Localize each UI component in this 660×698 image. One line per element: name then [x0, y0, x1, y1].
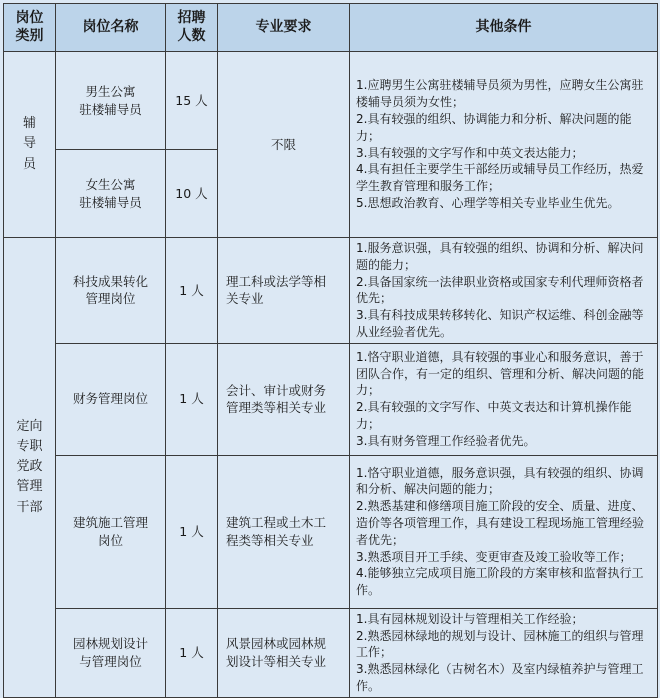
major-counselor: 不限	[218, 52, 350, 238]
position-name-line: 岗位	[97, 532, 123, 548]
header-major: 专业要求	[218, 4, 350, 52]
condition-item: 2.熟悉园林绿地的规划与设计、园林施工的组织与管理工作；	[356, 628, 644, 660]
group-char: 员	[22, 156, 36, 172]
count-female: 10 人	[166, 150, 218, 238]
header-category	[4, 4, 56, 52]
conditions-construction	[350, 455, 658, 608]
condition-item: 3.熟悉项目开工手续、变更审查及竣工验收等工作；	[356, 549, 632, 564]
position-name-line: 科技成果转化	[72, 273, 148, 289]
position-name-landscape	[56, 608, 166, 697]
header-other: 其他条件	[350, 4, 658, 52]
count-landscape: 1 人	[166, 608, 218, 697]
major-line: 会计、审计或财务	[226, 382, 327, 398]
group-char: 辅	[22, 116, 36, 132]
group-char: 导	[22, 136, 36, 152]
conditions-tech	[350, 238, 658, 344]
conditions-finance	[350, 343, 658, 455]
table-row	[4, 343, 658, 455]
major-construction	[218, 455, 350, 608]
table-row	[4, 608, 658, 697]
position-name-finance: 财务管理岗位	[56, 343, 166, 455]
group-char: 专职	[16, 439, 43, 455]
condition-item: 3.熟悉园林绿化（古树名木）及室内绿植养护与管理工作。	[356, 662, 644, 693]
position-name-line: 女生公寓	[85, 176, 136, 192]
header-category-line: 类别	[15, 27, 44, 44]
condition-item: 3.具有较强的文字写作和中英文表达能力；	[356, 145, 584, 160]
position-name-line: 与管理岗位	[79, 653, 142, 669]
position-name-female	[56, 150, 166, 238]
position-name-tech	[56, 238, 166, 344]
major-line: 理工科或法学等相	[226, 273, 327, 289]
condition-item: 1.服务意识强，具有较强的组织、协调和分析、解决问题的能力；	[356, 241, 644, 272]
position-name-line: 驻楼辅导员	[79, 101, 142, 117]
conditions-landscape	[350, 608, 658, 697]
condition-item: 1.恪守职业道德，服务意识强，具有较强的组织、协调和分析、解决问题的能力；	[356, 465, 644, 497]
header-category-line: 岗位	[15, 10, 44, 26]
group-char: 党政	[16, 459, 43, 475]
major-line: 建筑工程或土木工	[226, 515, 327, 531]
condition-item: 3.具有科技成果转移转化、知识产权运维、科创金融等从业经验者优先。	[356, 308, 644, 339]
table-row	[4, 52, 658, 150]
conditions-counselor	[350, 52, 658, 238]
group-char: 干部	[16, 499, 43, 515]
condition-item: 4.能够独立完成项目施工阶段的方案审核和监督执行工作。	[356, 566, 644, 598]
condition-item: 2.具有较强的组织、协调能力和分析、解决问题的能力；	[356, 111, 632, 143]
position-name-line: 驻楼辅导员	[79, 194, 142, 210]
header-name: 岗位名称	[56, 4, 166, 52]
position-name-male	[56, 52, 166, 150]
group-admin	[4, 238, 56, 698]
table-row	[4, 455, 658, 608]
major-line: 划设计等相关专业	[226, 653, 327, 669]
count-finance: 1 人	[166, 343, 218, 455]
header-count-line: 人数	[177, 27, 206, 44]
position-name-line: 园林规划设计	[72, 636, 148, 652]
group-char: 管理	[16, 479, 43, 495]
header-row	[4, 4, 658, 52]
major-finance	[218, 343, 350, 455]
position-name-construction	[56, 455, 166, 608]
condition-item: 2.具有较强的文字写作、中英文表达和计算机操作能力；	[356, 400, 632, 432]
header-count	[166, 4, 218, 52]
position-name-line: 建筑施工管理	[72, 515, 148, 531]
group-char: 定向	[16, 419, 43, 435]
group-counselor	[4, 52, 56, 238]
condition-item: 2.具备国家统一法律职业资格或国家专利代理师资格者优先；	[356, 274, 644, 306]
major-line: 程类等相关专业	[226, 532, 314, 548]
condition-item: 5.思想政治教育、心理学等相关专业毕业生优先。	[356, 195, 620, 210]
count-construction: 1 人	[166, 455, 218, 608]
major-tech	[218, 238, 350, 344]
condition-item: 4.具有担任主要学生干部经历或辅导员工作经历，热爱学生教育管理和服务工作；	[356, 162, 644, 194]
condition-item: 2.熟悉基建和修缮项目施工阶段的安全、质量、进度、造价等各项管理工作，具有建设工程现场施工管理经验者优先；	[356, 499, 645, 547]
recruitment-table	[3, 3, 658, 698]
major-line: 管理类等相关专业	[226, 400, 327, 416]
major-line: 风景园林或园林规	[226, 636, 327, 652]
count-male: 15 人	[166, 52, 218, 150]
condition-item: 1.恪守职业道德，具有较强的事业心和服务意识，善于团队合作，有一定的组织、管理和分析、解决问题的能力；	[356, 349, 645, 398]
position-name-line: 男生公寓	[85, 83, 136, 99]
condition-item: 1.应聘男生公寓驻楼辅导员须为男性，应聘女生公寓驻楼辅导员须为女性；	[356, 78, 644, 110]
major-line: 关专业	[226, 291, 264, 307]
major-landscape	[218, 608, 350, 697]
count-tech: 1 人	[166, 238, 218, 344]
condition-item: 3.具有财务管理工作经验者优先。	[356, 433, 536, 448]
position-name-line: 管理岗位	[85, 291, 136, 307]
table-row	[4, 238, 658, 344]
condition-item: 1.具有园林规划设计与管理相关工作经验；	[356, 611, 584, 626]
header-count-line: 招聘	[177, 10, 206, 26]
